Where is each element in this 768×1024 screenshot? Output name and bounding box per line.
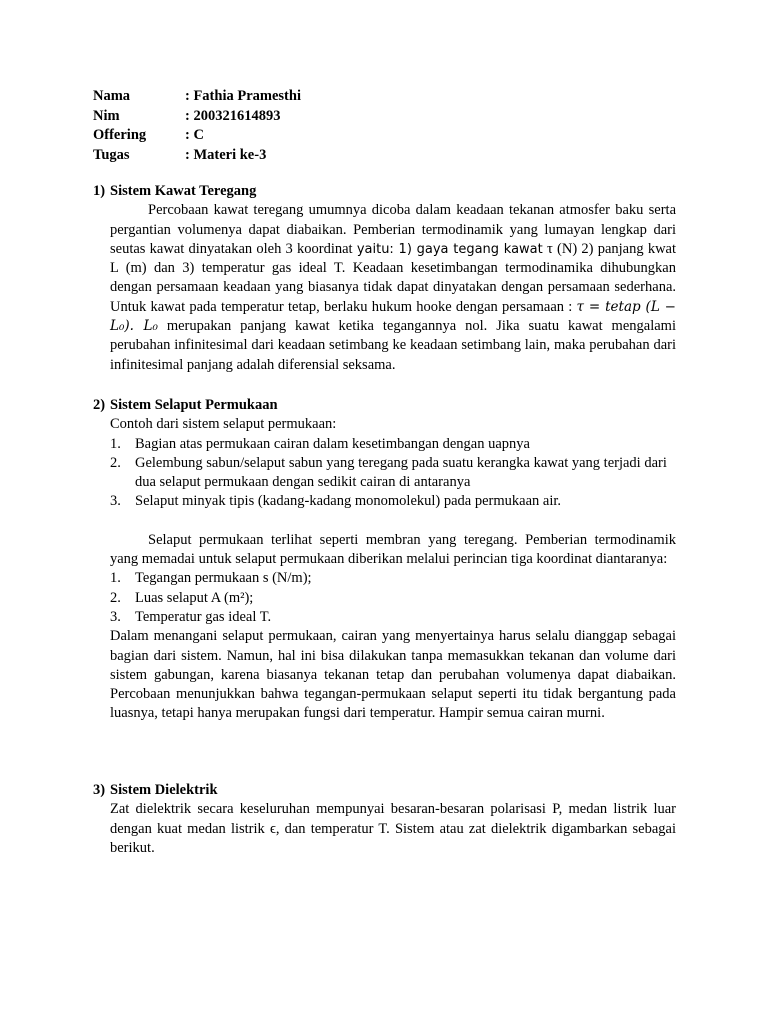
list-item [110,608,676,627]
list-text: Bagian atas permukaan cairan dalam kesetimbangan dengan uapnya [135,435,530,452]
section-paragraph [110,201,676,375]
section-number: 2) [93,397,106,413]
list-text: Luas selaput A (m²); [135,589,254,606]
header-key: Nim [93,107,120,124]
section-number: 3) [93,782,106,798]
hooke-formula: τ = tetap (L − L₀). L₀ [110,298,676,335]
list-text: Gelembung sabun/selaput sabun yang teregang pada suatu kerangka kawat yang terjadi dari dua selaput permukaan dengan sedikit cairan di antaranya [135,454,667,491]
paragraph-text: Percobaan kawat teregang umumnya dicoba dalam keadaan tekanan atmosfer baku serta pergantian volumenya dapat diabaikan. Pemberian termodinamik yang lumayan lengkap dari seutas kawat dinyatakan oleh 3 koordinat [110,202,676,257]
list-text: Selaput minyak tipis (kadang-kadang monomolekul) pada permukaan air. [135,493,562,510]
paragraph-text: τ (N) 2) panjang kwat L (m) dan 3) temperatur gas ideal T. Keadaan kesetimbangan termodinamika dihubungkan dengan persamaan keadaan yang biasanya tidak dapat dinyatakan dengan persamaan sederhana. Untuk kawat pada temperatur tetap, berlaku hukum hooke dengan persamaan : [110,240,677,315]
section-title: Sistem Dielektrik [110,782,218,798]
header-row-nama [93,87,301,107]
header-row-offering [93,126,301,146]
header-value: : Fathia Pramesthi [185,88,301,104]
list-item [110,569,676,588]
section-paragraph: Zat dielektrik secara keseluruhan mempunyai besaran-besaran polarisasi P, medan listrik luar dengan kuat medan listrik ϵ, dan temperatur T. Sistem atau zat dielektrik digambarkan sebagai berikut. [110,801,676,856]
header-key: Offering [93,127,147,143]
section-heading [93,396,676,415]
list-number: 3. [110,608,121,625]
section-paragraph: Dalam menangani selaput permukaan, cairan yang menyertainya harus selalu dianggap sebagai bagian dari sistem. Namun, hal ini bisa dilakukan tanpa memasukkan tekanan dan volume dari sistem gabungan, karena biasanya tekanan tetap dan perubahan volumenya dapat diabaikan. Percobaan menunjukkan bahwa tegangan-permukaan selaput seperti itu tidak bergantung pada luasnya, tetapi hanya merupakan fungsi dari temperatur. Hampir semua cairan murni. [110,628,676,722]
header-key: Tugas [93,146,130,163]
list-number: 1. [110,570,121,587]
section-selaput-permukaan [93,396,676,724]
list-number: 1. [110,435,121,452]
examples-list [110,435,676,512]
list-number: 3. [110,493,121,510]
list-number: 2. [110,589,121,606]
examples-intro: Contoh dari sistem selaput permukaan: [110,416,337,433]
header-key: Nama [93,88,131,104]
coordinates-list [110,569,676,627]
header-row-nim [93,107,301,127]
list-text: Temperatur gas ideal T. [135,608,272,625]
section-title: Sistem Selaput Permukaan [110,397,278,413]
header-value: : C [185,127,204,143]
section-kawat-teregang [93,182,676,375]
header-value: : 200321614893 [185,107,281,124]
list-text: Tegangan permukaan s (N/m); [135,570,312,587]
section-dielektrik [93,781,676,858]
identity-header [93,87,301,165]
section-title: Sistem Kawat Teregang [110,183,257,199]
section-heading [93,781,676,800]
list-item [110,454,676,493]
list-item [110,435,676,454]
paragraph-text-sans: yaitu: 1) gaya tegang kawat [356,241,543,257]
section-heading [93,182,676,201]
list-item [110,589,676,608]
section-number: 1) [93,183,106,199]
list-number: 2. [110,454,121,471]
header-row-tugas [93,146,301,166]
header-value: : Materi ke-3 [185,146,267,163]
section-paragraph: Selaput permukaan terlihat seperti membran yang teregang. Pemberian termodinamik yang memadai untuk selaput permukaan diberikan melalui perincian tiga koordinat diantaranya: [110,531,676,568]
paragraph-text: merupakan panjang kawat ketika tegangannya nol. Jika suatu kawat mengalami perubahan infinitesimal dari keadaan setimbang ke keadaan setimbang lain, maka perubahan dari infinitesimal panjang adalah diferensial seksama. [110,318,676,373]
list-item [110,492,676,511]
